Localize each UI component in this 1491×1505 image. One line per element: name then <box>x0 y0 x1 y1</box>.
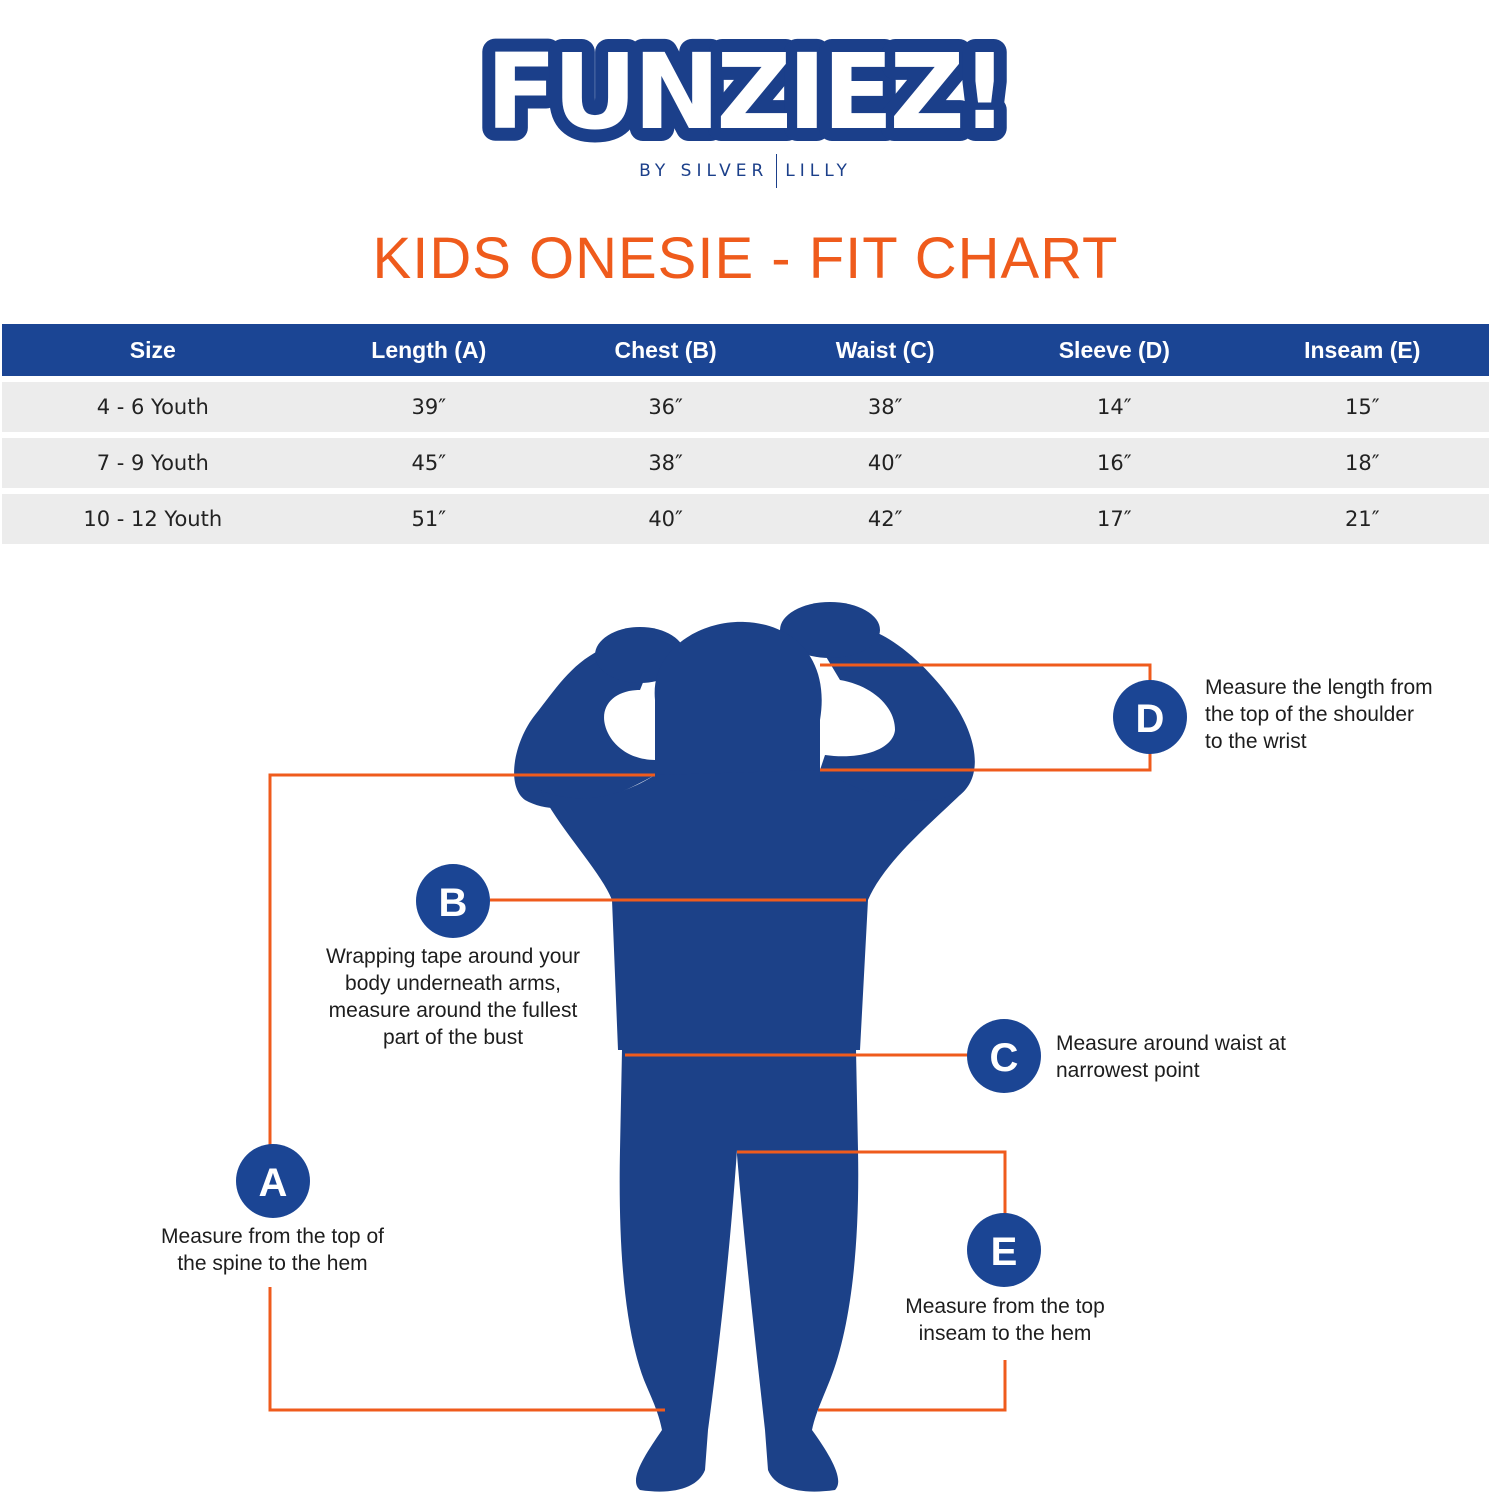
cell-waist: 42″ <box>777 494 993 544</box>
measurement-diagram <box>0 560 1491 1500</box>
svg-text:A: A <box>258 1161 288 1205</box>
cell-sleeve: 14″ <box>993 382 1235 432</box>
table-row <box>2 382 1489 432</box>
measure-b-text <box>300 943 606 1051</box>
cell-size: 7 - 9 Youth <box>2 438 304 488</box>
measure-c-line: Measure around waist at <box>1056 1032 1286 1055</box>
measure-d-line: to the wrist <box>1205 730 1307 753</box>
measure-d-text <box>1205 674 1485 755</box>
measure-a-line: the spine to the hem <box>177 1252 368 1275</box>
brand-sub-by: BY SILVER <box>639 161 769 181</box>
cell-sleeve: 16″ <box>993 438 1235 488</box>
logo-wordmark: FUNZIEZ! <box>485 31 1005 153</box>
badge-e <box>967 1213 1041 1287</box>
measure-c-text <box>1056 1030 1356 1084</box>
brand-subtitle <box>0 154 1491 188</box>
cell-waist: 40″ <box>777 438 993 488</box>
badge-d <box>1113 680 1187 754</box>
cell-chest: 38″ <box>554 438 777 488</box>
measure-b-line: measure around the fullest <box>328 999 578 1022</box>
badge-b <box>416 864 490 938</box>
measure-b-line: Wrapping tape around your <box>325 945 581 968</box>
page-title: KIDS ONESIE - FIT CHART <box>372 226 1119 291</box>
measure-a-line: Measure from the top of <box>161 1225 384 1248</box>
header-length: Length (A) <box>304 324 554 376</box>
header-size: Size <box>2 324 304 376</box>
svg-text:B: B <box>438 881 468 925</box>
cell-sleeve: 17″ <box>993 494 1235 544</box>
cell-size: 4 - 6 Youth <box>2 382 304 432</box>
cell-size: 10 - 12 Youth <box>2 494 304 544</box>
header-sleeve: Sleeve (D) <box>993 324 1235 376</box>
cell-inseam: 18″ <box>1236 438 1489 488</box>
svg-text:D: D <box>1135 697 1165 741</box>
cell-length: 39″ <box>304 382 554 432</box>
svg-text:C: C <box>989 1036 1019 1080</box>
badge-c <box>967 1019 1041 1093</box>
badge-a <box>236 1144 310 1218</box>
measure-b-line: part of the bust <box>382 1026 524 1049</box>
measure-c-line: narrowest point <box>1056 1059 1200 1082</box>
cell-length: 51″ <box>304 494 554 544</box>
svg-text:E: E <box>990 1230 1018 1274</box>
header-chest: Chest (B) <box>554 324 777 376</box>
table-header-row <box>2 324 1489 376</box>
brand-sub-divider <box>776 154 777 188</box>
cell-inseam: 15″ <box>1236 382 1489 432</box>
measure-e-text <box>870 1293 1140 1347</box>
cell-length: 45″ <box>304 438 554 488</box>
line-a-bottom <box>270 1287 665 1410</box>
brand-sub-name: LILLY <box>785 161 852 181</box>
measure-e-line: Measure from the top <box>905 1295 1105 1318</box>
measure-d-line: the top of the shoulder <box>1205 703 1414 726</box>
measure-a-text <box>120 1223 425 1277</box>
fit-chart-table <box>2 318 1489 550</box>
header-waist: Waist (C) <box>777 324 993 376</box>
table-row <box>2 494 1489 544</box>
measure-d-line: Measure the length from <box>1205 676 1433 699</box>
cell-chest: 40″ <box>554 494 777 544</box>
measure-e-line: inseam to the hem <box>918 1322 1092 1345</box>
measure-b-line: body underneath arms, <box>345 972 561 995</box>
header-inseam: Inseam (E) <box>1236 324 1489 376</box>
table-row <box>2 438 1489 488</box>
cell-waist: 38″ <box>777 382 993 432</box>
line-e-bottom <box>818 1360 1005 1410</box>
cell-chest: 36″ <box>554 382 777 432</box>
cell-inseam: 21″ <box>1236 494 1489 544</box>
